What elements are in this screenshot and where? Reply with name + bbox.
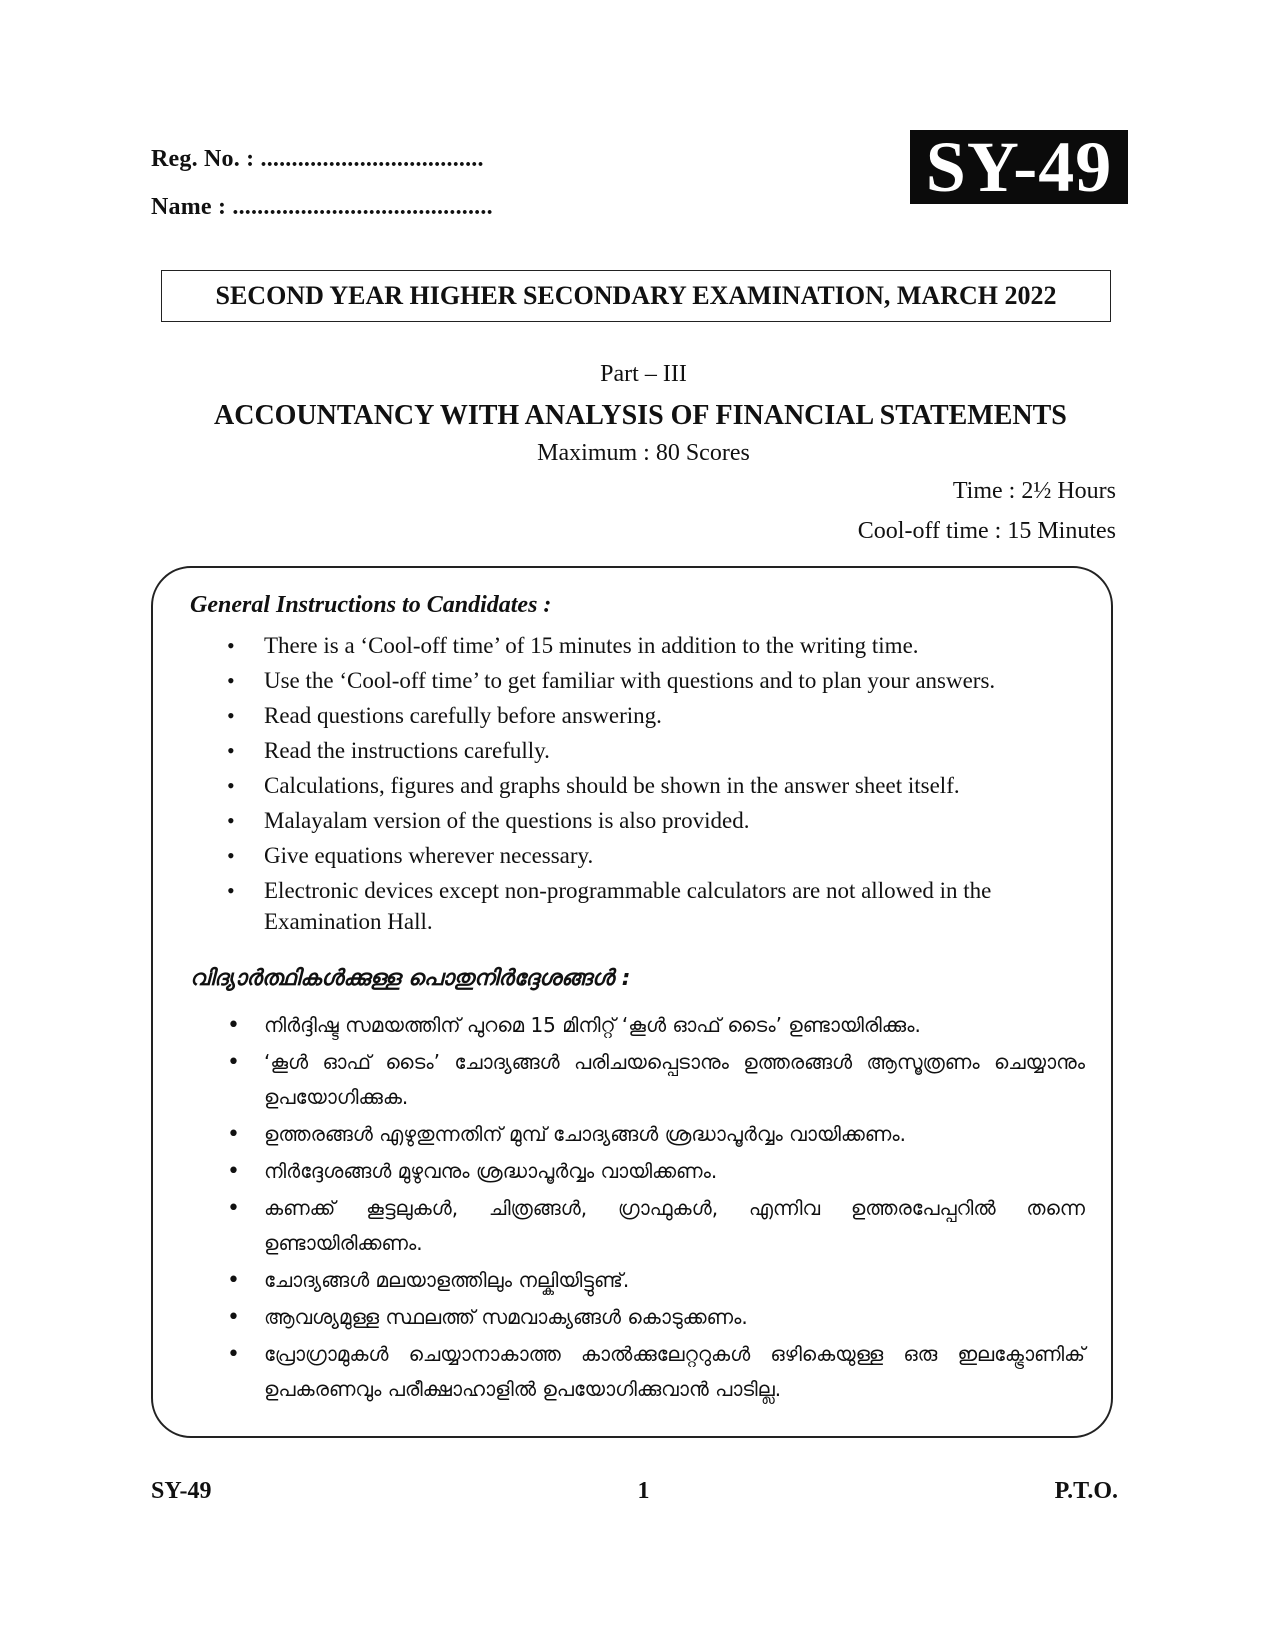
subject-title: ACCOUNTANCY WITH ANALYSIS OF FINANCIAL STATEMENTS xyxy=(214,400,1067,431)
malayalam-instruction-item: • നിർദ്ദേശങ്ങൾ മുഴുവനും ശ്രദ്ധാപൂർവ്വം വായിക്കണം. xyxy=(153,1154,1111,1189)
footer-paper-code: SY-49 xyxy=(151,1478,212,1504)
bullet-icon: • xyxy=(227,738,235,763)
bullet-icon: • xyxy=(227,1159,240,1184)
malayalam-instruction-item: • പ്രോഗ്രാമുകൾ ചെയ്യാനാകാത്ത കാൽക്കുലേറ്ററുകൾ ഒഴികെയുള്ള ഒരു ഇലക്ട്രോണിക് ഉപകരണവും പരീക്ഷാഹാളിൽ ഉപയോഗിക്കുവാൻ പാടില്ല. xyxy=(153,1337,1111,1407)
malayalam-instruction-item: • നിർദ്ദിഷ്ട സമയത്തിന് പുറമെ 15 മിനിറ്റ് ‘കൂൾ ഓഫ് ടൈം’ ഉണ്ടായിരിക്കും. xyxy=(153,1008,1111,1043)
paper-code-badge: SY-49 xyxy=(910,130,1128,204)
bullet-icon: • xyxy=(227,1268,240,1293)
part-label: Part – III xyxy=(600,361,687,387)
name-field: Name : .......................................... xyxy=(151,194,493,220)
pto-label: P.T.O. xyxy=(1054,1478,1118,1504)
malayalam-instructions-list xyxy=(153,1008,1111,1409)
bullet-icon: • xyxy=(227,668,235,693)
bullet-icon: • xyxy=(227,633,235,658)
instruction-item: • Read the instructions carefully. xyxy=(153,735,1111,766)
time-allowed: Time : 2½ Hours xyxy=(952,478,1116,504)
bullet-icon: • xyxy=(227,878,235,903)
instruction-item: • There is a ‘Cool-off time’ of 15 minutes in addition to the writing time. xyxy=(153,630,1111,661)
bullet-icon: • xyxy=(227,1342,240,1367)
reg-no-field: Reg. No. : .................................... xyxy=(151,146,484,172)
max-score: Maximum : 80 Scores xyxy=(537,440,750,466)
bullet-icon: • xyxy=(227,1050,240,1075)
malayalam-instruction-item: • കണക്ക് കൂട്ടലുകൾ, ചിത്രങ്ങൾ, ഗ്രാഫുകൾ, എന്നിവ ഉത്തരപേപ്പറിൽ തന്നെ ഉണ്ടായിരിക്കണം. xyxy=(153,1191,1111,1261)
cooloff-time: Cool-off time : 15 Minutes xyxy=(857,518,1116,544)
malayalam-instruction-item: • ആവശ്യമുള്ള സ്ഥലത്ത് സമവാക്യങ്ങൾ കൊടുക്കണം. xyxy=(153,1300,1111,1335)
bullet-icon: • xyxy=(227,1122,240,1147)
bullet-icon: • xyxy=(227,1305,240,1330)
instructions-box xyxy=(151,566,1113,1438)
bullet-icon: • xyxy=(227,773,235,798)
instruction-item: • Use the ‘Cool-off time’ to get familiar with questions and to plan your answers. xyxy=(153,665,1111,696)
instruction-item: • Read questions carefully before answering. xyxy=(153,700,1111,731)
malayalam-instruction-item: • ഉത്തരങ്ങൾ എഴുതുന്നതിന് മുമ്പ് ചോദ്യങ്ങൾ ശ്രദ്ധാപൂർവ്വം വായിക്കണം. xyxy=(153,1117,1111,1152)
exam-title: SECOND YEAR HIGHER SECONDARY EXAMINATION, MARCH 2022 xyxy=(161,270,1111,322)
instruction-item: • Give equations wherever necessary. xyxy=(153,840,1111,871)
page-number: 1 xyxy=(637,1478,650,1504)
malayalam-instruction-item: • ‘കൂൾ ഓഫ് ടൈം’ ചോദ്യങ്ങൾ പരിചയപ്പെടാനും ഉത്തരങ്ങൾ ആസൂത്രണം ചെയ്യാനും ഉപയോഗിക്കുക. xyxy=(153,1045,1111,1115)
bullet-icon: • xyxy=(227,703,235,728)
instruction-item: • Electronic devices except non-programmable calculators are not allowed in the Examination Hall. xyxy=(153,875,1111,937)
bullet-icon: • xyxy=(227,1196,240,1221)
instructions-list xyxy=(153,630,1111,941)
malayalam-instruction-item: • ചോദ്യങ്ങൾ മലയാളത്തിലും നല്കിയിട്ടുണ്ട്. xyxy=(153,1263,1111,1298)
instruction-item: • Malayalam version of the questions is also provided. xyxy=(153,805,1111,836)
instructions-heading: General Instructions to Candidates : xyxy=(190,592,552,618)
bullet-icon: • xyxy=(227,843,235,868)
instruction-item: • Calculations, figures and graphs should be shown in the answer sheet itself. xyxy=(153,770,1111,801)
bullet-icon: • xyxy=(227,1013,240,1038)
bullet-icon: • xyxy=(227,808,235,833)
malayalam-instructions-heading: വിദ്യാർത്ഥികൾക്കുള്ള പൊതുനിർദ്ദേശങ്ങൾ : xyxy=(190,966,631,991)
